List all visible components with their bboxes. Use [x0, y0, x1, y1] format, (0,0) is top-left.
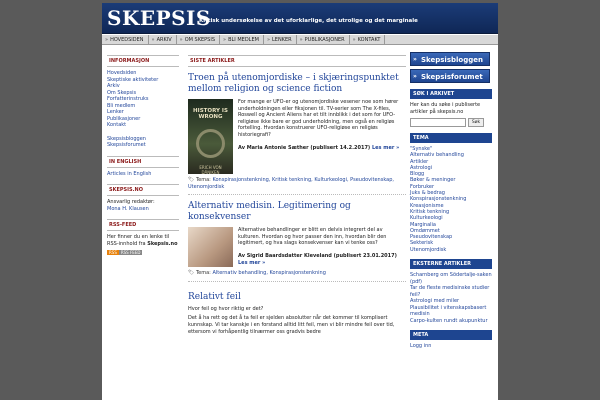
meta-heading: META [410, 330, 492, 340]
sidebar-link[interactable]: Om Skepsis [107, 89, 137, 96]
search-heading: SØK I ARKIVET [410, 89, 492, 99]
tema-link[interactable]: Kritisk tenkning [410, 208, 450, 215]
tema-link[interactable]: Blogg [410, 171, 425, 178]
sidebar-link[interactable]: Hovedsiden [107, 70, 137, 76]
sidebar-link[interactable]: Publikasjoner [107, 115, 141, 122]
article-excerpt: Det å ha rett og det å ta feil er sjelden absolutter når det kommer til komplisert kunnskap. Vi tar kanskje i en forstand alltid litt feil, men vi blir mindre feil over tid, ettersom vi forhåpentlig tilnærmer oss gradvis bedre [188, 315, 395, 335]
search-form [410, 118, 492, 127]
nav-item-arkiv[interactable]: » ARKIV [149, 35, 177, 45]
tema-link[interactable]: Omdømmet [410, 227, 440, 234]
book-title: HISTORY IS WRONG [193, 108, 228, 120]
read-more-link[interactable]: Les mer » [238, 259, 266, 266]
article-thumbnail-image[interactable] [188, 227, 233, 267]
tema-link[interactable]: Astrologi [410, 164, 433, 171]
article-byline: Av Maria Antonie Sæther (publisert 14.2.2017) Les mer » [238, 144, 400, 151]
external-article-link[interactable]: Scharnberg om Södertalje-saken (pdf) [410, 272, 492, 285]
sidebar-link[interactable]: Skepsisbloggen [107, 135, 146, 142]
article-title[interactable]: Relativt feil [188, 291, 241, 302]
tema-link[interactable]: Utenomjordisk [410, 246, 447, 253]
tema-link[interactable]: Sekterisk [410, 240, 434, 247]
chevron-right-icon: » [413, 56, 417, 63]
tema-link[interactable]: Alternativ behandling [410, 152, 464, 159]
nav-item-bli-medlem[interactable]: » BLI MEDLEM [220, 35, 264, 45]
tema-link[interactable]: Pseudovitenskap [410, 234, 453, 241]
article-tags: 🏷 Tema: Alternativ behandling, Konspirasjonstenkning [188, 270, 406, 282]
english-heading: IN ENGLISH [107, 156, 179, 168]
sidebar-link[interactable]: Lenker [107, 109, 124, 115]
tema-link[interactable]: "Synske" [410, 146, 433, 152]
tema-link[interactable]: Kreasjonisme [410, 202, 444, 209]
book-ring-icon [196, 129, 225, 158]
login-link[interactable]: Logg inn [410, 343, 432, 350]
tag-icon: 🏷 [188, 177, 195, 183]
page-wrapper [102, 3, 498, 400]
tema-link[interactable]: Kulturkeologi [410, 215, 443, 222]
external-article-link[interactable]: Tar de fleste medisinske studier feil? [410, 285, 490, 298]
tema-link[interactable]: Marginalia [410, 221, 436, 228]
tema-heading: TEMA [410, 133, 492, 143]
nav-arrow-icon: » [223, 37, 227, 43]
external-article-link[interactable]: Astrologi med miler [410, 298, 460, 305]
skepsisforumet-button[interactable]: » Skepsisforumet [410, 69, 490, 83]
nav-item-hovedsiden[interactable]: » HOVEDSIDEN [102, 35, 149, 45]
article-tags: 🏷 Tema: Konspirasjonstenkning, Kritisk tenkning, Kulturkeologi, Pseudovitenskap, Utenomjordisk [188, 177, 406, 195]
article-excerpt: For mange er UFO-er og utenomjordiske vesener noe som hører underholdningen eller fiksjonen til. TV-serier som The X-files, Roswell og Ancient Aliens har et tilt innblikk i det som for UFO-religiøse ikke bare er god underholdning, men også en religiøs fortelling. Hvordan konstruerer UFO-religiøse en religiøs historiegrafi? [238, 99, 399, 138]
skepsisno-heading: SKEPSIS.NO [107, 184, 179, 196]
nav-arrow-icon: » [151, 37, 155, 43]
nav-arrow-icon: » [105, 37, 109, 43]
search-help-text: Her kan du søke i publiserte artikler på skepsis.no [410, 102, 481, 115]
nav-item-kontakt[interactable]: » KONTAKT [350, 35, 386, 45]
sidebar-link[interactable]: Bli medlem [107, 102, 136, 109]
sidebar-link[interactable]: Forfatterinstruks [107, 96, 149, 102]
external-article-link[interactable]: Carpo-kulten rundt akupunktur [410, 317, 488, 324]
tema-link[interactable]: Forbruker [410, 183, 435, 190]
article-excerpt: Alternative behandlinger er blitt en delvis integrert del av kulturen. Hvordan og hvor passer den inn, hvordan blir den legitimert, og hva slags konsekvenser kan vi tenke oss? [238, 227, 387, 247]
article-subtitle: Hvor feil og hvor riktig er det? [188, 305, 264, 312]
nav-arrow-icon: » [352, 37, 356, 43]
search-button[interactable]: Søk [468, 118, 484, 127]
book-author: ERICH VON DÄNIKEN [199, 165, 222, 175]
sidebar-link[interactable]: Kontakt [107, 122, 127, 128]
editor-name-link[interactable]: Mona H. Klausen [107, 205, 149, 212]
article-title[interactable]: Alternativ medisin. Legitimering og konsekvenser [188, 201, 351, 223]
book-cover-image[interactable] [188, 99, 233, 174]
nav-arrow-icon: » [266, 37, 270, 43]
nav-item-om-skepsis[interactable]: » OM SKEPSIS [177, 35, 220, 45]
read-more-link[interactable]: Les mer » [371, 144, 400, 151]
skepsisbloggen-button[interactable]: » Skepsisbloggen [410, 52, 490, 66]
left-sidebar [107, 55, 179, 256]
article-title[interactable]: Troen på utenomjordiske – i skjæringspunktet mellom religion og science fiction [188, 73, 399, 94]
info-heading: INFORMASJON [107, 55, 179, 67]
nav-arrow-icon: » [179, 37, 183, 43]
latest-articles-heading: SISTE ARTIKLER [188, 55, 406, 67]
tema-link[interactable]: Konspirasjonstenkning [410, 196, 467, 203]
sidebar-link[interactable]: Skeptiske aktiviteter [107, 76, 159, 83]
chevron-right-icon: » [413, 73, 417, 80]
article-byline: Av Sigrid Baardsdatter Kleveland (publisert 23.01.2017) Les mer » [238, 252, 397, 266]
top-nav [102, 35, 498, 45]
site-header [102, 3, 498, 34]
nav-arrow-icon: » [299, 37, 303, 43]
editor-label: Ansvarlig redaktør: [107, 199, 155, 205]
nav-item-publikasjoner[interactable]: » PUBLIKASJONER [297, 35, 350, 45]
rss-heading: RSS-FEED [107, 219, 179, 231]
tag-icon: 🏷 [188, 270, 195, 277]
external-article-link[interactable]: Plausibilitet i vitenskapsbasert medisin [410, 304, 487, 318]
sidebar-link[interactable]: Arkiv [107, 83, 120, 89]
article-body [188, 99, 406, 174]
site-logo[interactable]: SKEPSIS [107, 6, 211, 30]
right-sidebar [410, 52, 492, 350]
tema-list [410, 146, 492, 253]
tema-link[interactable]: Artikler [410, 158, 429, 165]
rss-text: Her finner du en lenke til RSS-innhold fra Skepsis.no [107, 234, 178, 247]
english-link[interactable]: Articles in English [107, 170, 152, 177]
nav-item-lenker[interactable]: » LENKER [264, 35, 297, 45]
main-content [188, 55, 406, 335]
article-body [188, 227, 406, 267]
rss-feed-button[interactable]: RSS RSS FEED [109, 250, 141, 255]
search-input[interactable] [410, 118, 466, 127]
sidebar-link[interactable]: Skepsisforumet [107, 142, 146, 148]
site-tagline: Kritisk undersøkelse av det uforklarlige, det utrolige og det marginale [199, 18, 418, 24]
tema-link[interactable]: Juks & bedrag [410, 190, 445, 197]
external-articles-heading: EKSTERNE ARTIKLER [410, 259, 492, 269]
tema-link[interactable]: Bøker & meninger [410, 177, 456, 184]
